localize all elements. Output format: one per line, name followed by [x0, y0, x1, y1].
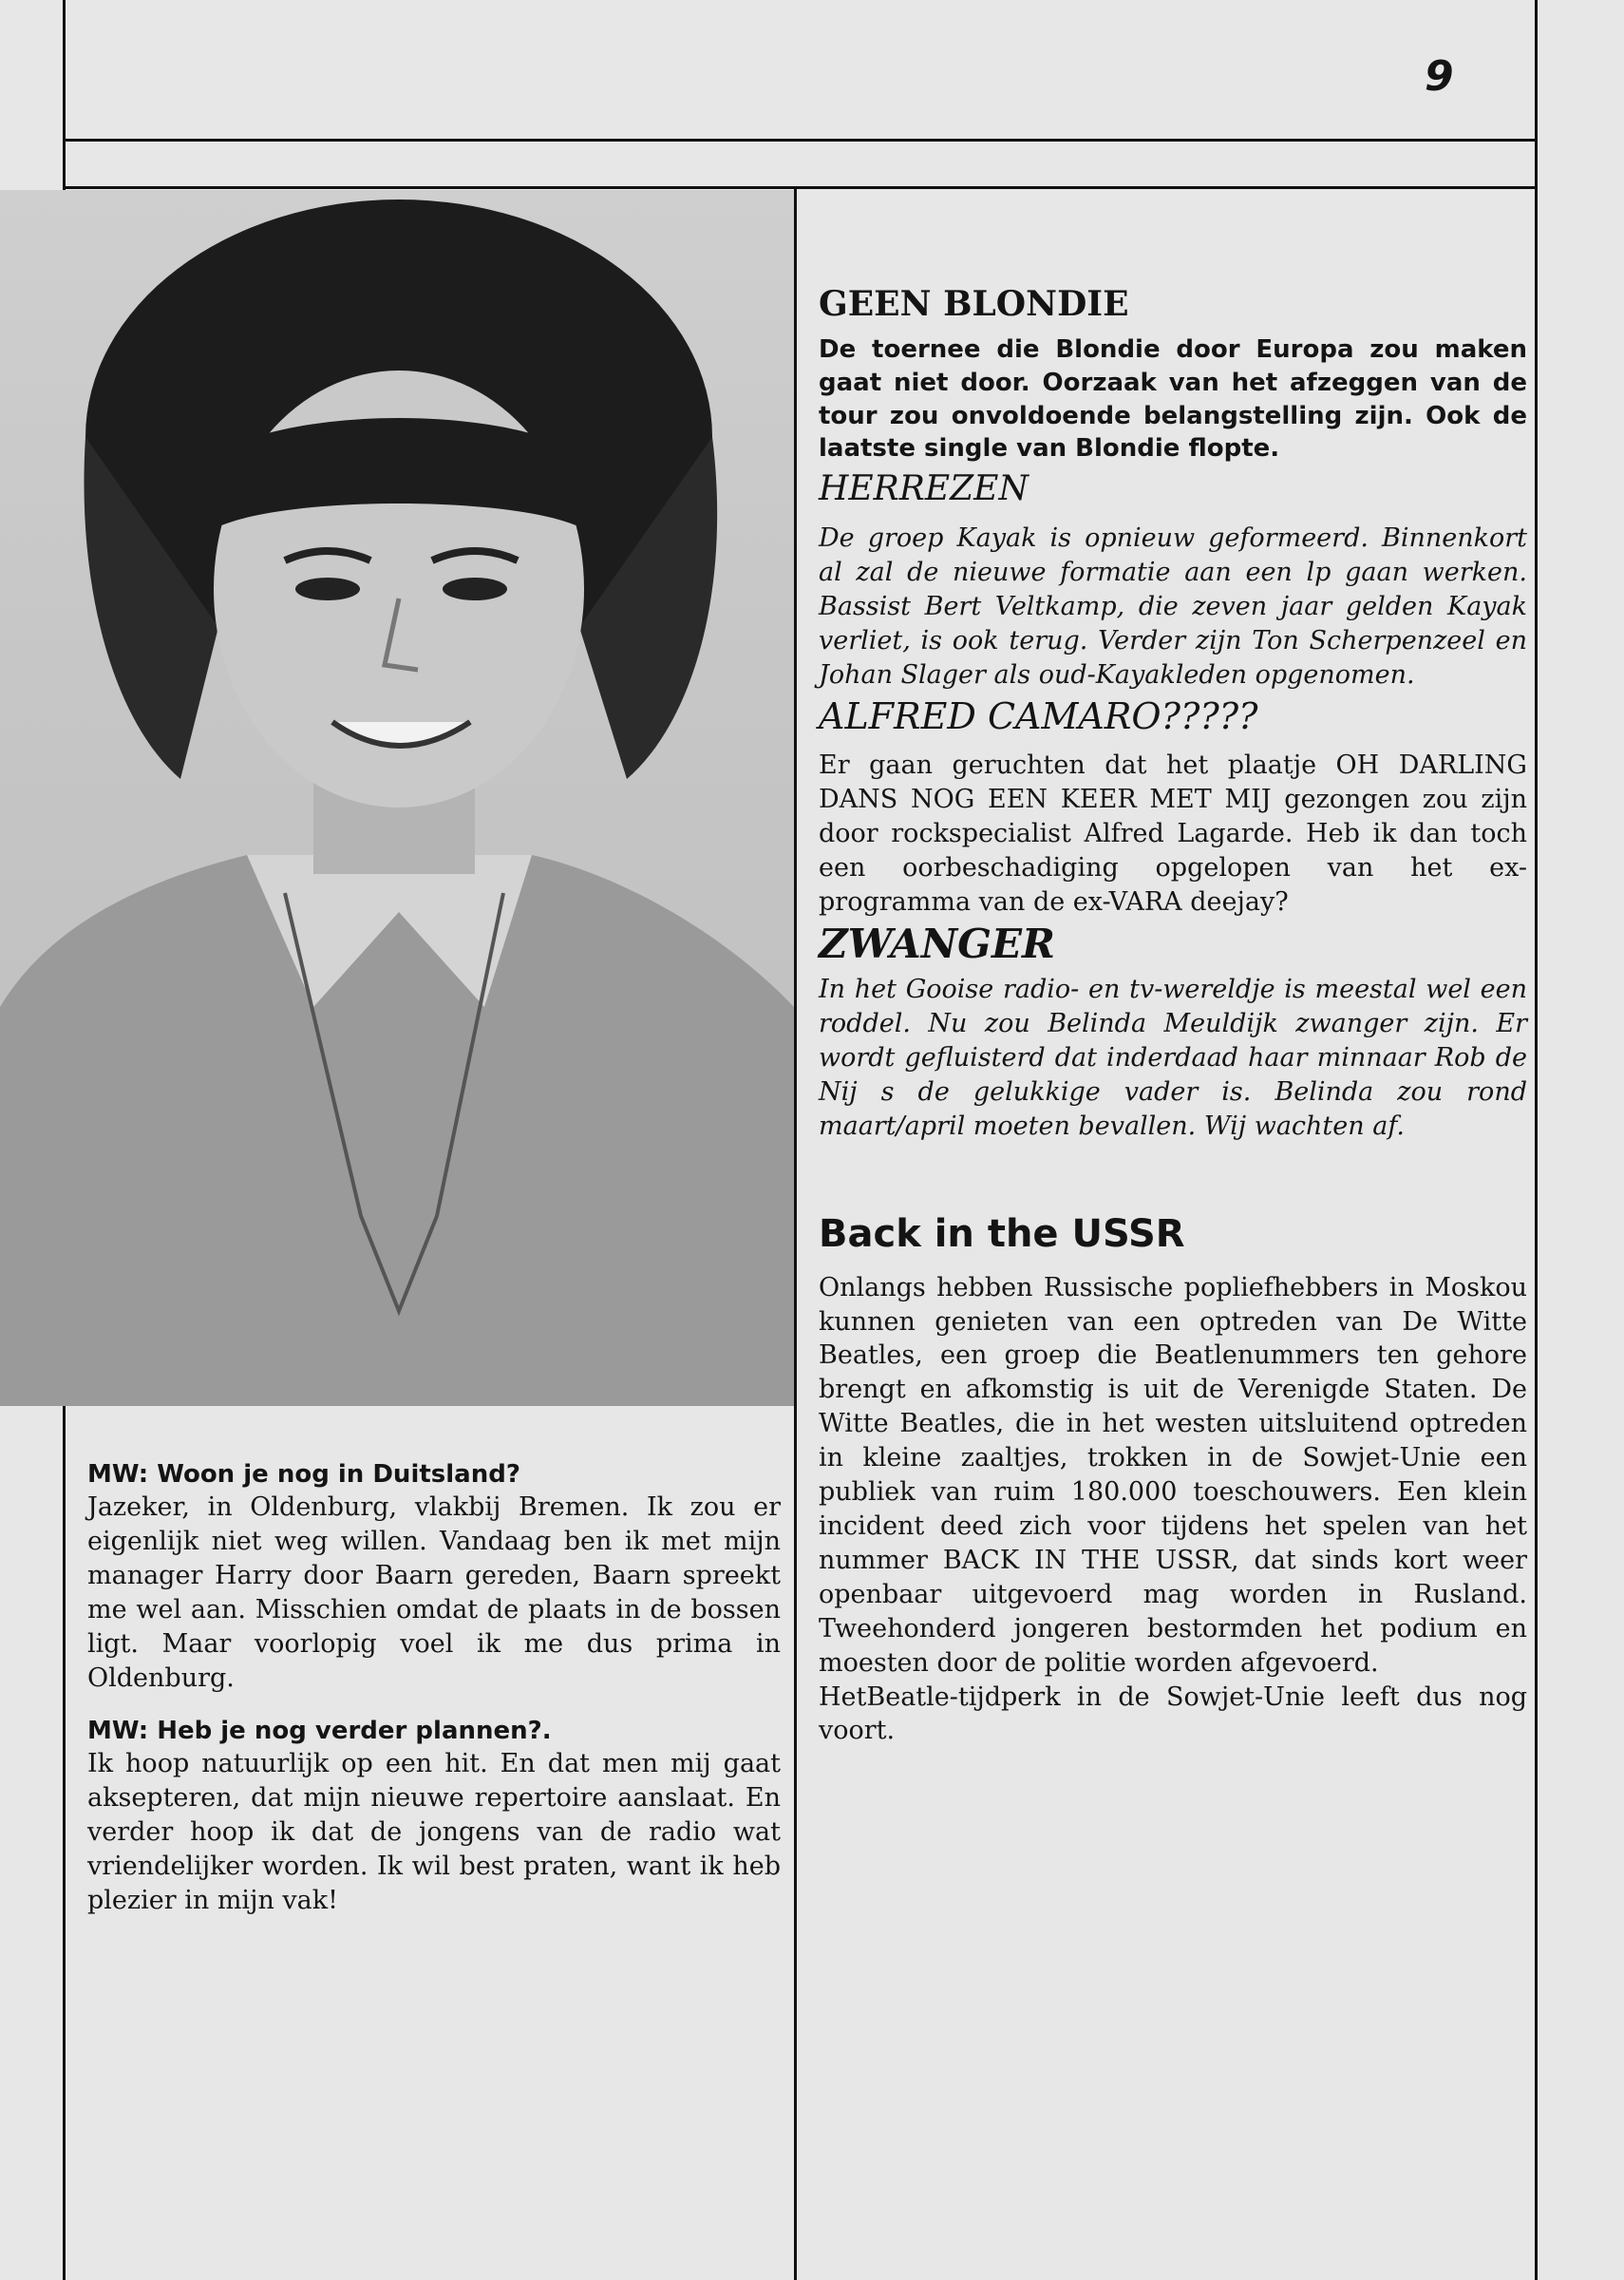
headline-back-in-the-ussr: Back in the USSR	[819, 1211, 1185, 1256]
headline-geen-blondie: GEEN BLONDIE	[819, 284, 1129, 324]
interview-section	[87, 1458, 781, 1937]
header-rule-top	[63, 139, 1538, 142]
interview-question-2: MW: Heb je nog verder plannen?.	[87, 1716, 552, 1745]
header-rule-bottom	[63, 186, 1538, 189]
article-herrezen-body: De groep Kayak is opnieuw geformeerd. Binnenkort al zal de nieuwe formatie aan een lp gaan werken. Bassist Bert Veltkamp, die zeven jaar gelden Kayak verliet, is ook terug. Verder zijn Ton Scherpenzeel en Johan Slager als oud-Kayakleden opgenomen.	[819, 523, 1527, 690]
interview-answer-1: Jazeker, in Oldenburg, vlakbij Bremen. Ik zou er eigenlijk niet weg willen. Vandaag ben ik met mijn manager Harry door Baarn gereden, Baarn spreekt me wel aan. Misschien omdat de plaats in de bossen ligt. Maar voorlopig voel ik me dus prima in Oldenburg.	[87, 1492, 781, 1693]
headline-alfred-camaro: ALFRED CAMARO?????	[819, 694, 1258, 737]
article-back-in-the-ussr-closing: HetBeatle-tijdperk in de Sowjet-Unie leeft dus nog voort.	[819, 1682, 1527, 1746]
interview-question-1: MW: Woon je nog in Duitsland?	[87, 1460, 520, 1489]
frame-right-line	[1535, 0, 1538, 2280]
interview-answer-2: Ik hoop natuurlijk op een hit. En dat men mij gaat aksepteren, dat mijn nieuwe repertoire aanslaat. En verder hoop ik dat de jongens van de radio wat vriendelijker worden. Ik wil best praten, want ik heb plezier in mijn vak!	[87, 1749, 781, 1915]
portrait-photo	[0, 190, 794, 1406]
article-geen-blondie-body: De toernee die Blondie door Europa zou maken gaat niet door. Oorzaak van het afzeggen van de tour zou onvoldoende belangstelling zijn. Ook de laatste single van Blondie flopte.	[819, 335, 1527, 464]
headline-zwanger: ZWANGER	[819, 920, 1055, 967]
article-zwanger-body: In het Gooise radio- en tv-wereldje is meestal wel een roddel. Nu zou Belinda Meuldijk zwanger zijn. Er wordt gefluisterd dat inderdaad haar minnaar Rob de Nij s de gelukkige vader is. Belinda zou rond maart/april moeten bevallen. Wij wachten af.	[819, 975, 1527, 1141]
column-divider	[794, 186, 797, 2280]
bleed-through-logo	[893, 38, 942, 203]
article-alfred-camaro-body: Er gaan geruchten dat het plaatje OH DARLING DANS NOG EEN KEER MET MIJ gezongen zou zijn door rockspecialist Alfred Lagarde. Heb ik dan toch een oorbeschadiging opgelopen van het ex-programma van de ex-VARA deejay?	[819, 750, 1527, 917]
news-column	[819, 285, 1527, 1748]
page-number: 9	[1425, 52, 1454, 101]
article-back-in-the-ussr-body: Onlangs hebben Russische popliefhebbers in Moskou kunnen genieten van een optreden van De Witte Beatles, een groep die Beatlenummers ten gehore brengt en afkomstig is uit de Verenigde Staten. De Witte Beatles, die in het westen uitsluitend optreden in kleine zaaltjes, trokken in de Sowjet-Unie een publiek van ruim 180.000 toeschouwers. Een klein incident deed zich voor tijdens het spelen van het nummer BACK IN THE USSR, dat sinds kort weer openbaar uitgevoerd mag worden in Rusland. Tweehonderd jongeren bestormden het podium en moesten door de politie worden afgevoerd.	[819, 1272, 1527, 1678]
headline-herrezen: HERREZEN	[819, 468, 1029, 508]
portrait-illustration	[0, 190, 794, 1406]
